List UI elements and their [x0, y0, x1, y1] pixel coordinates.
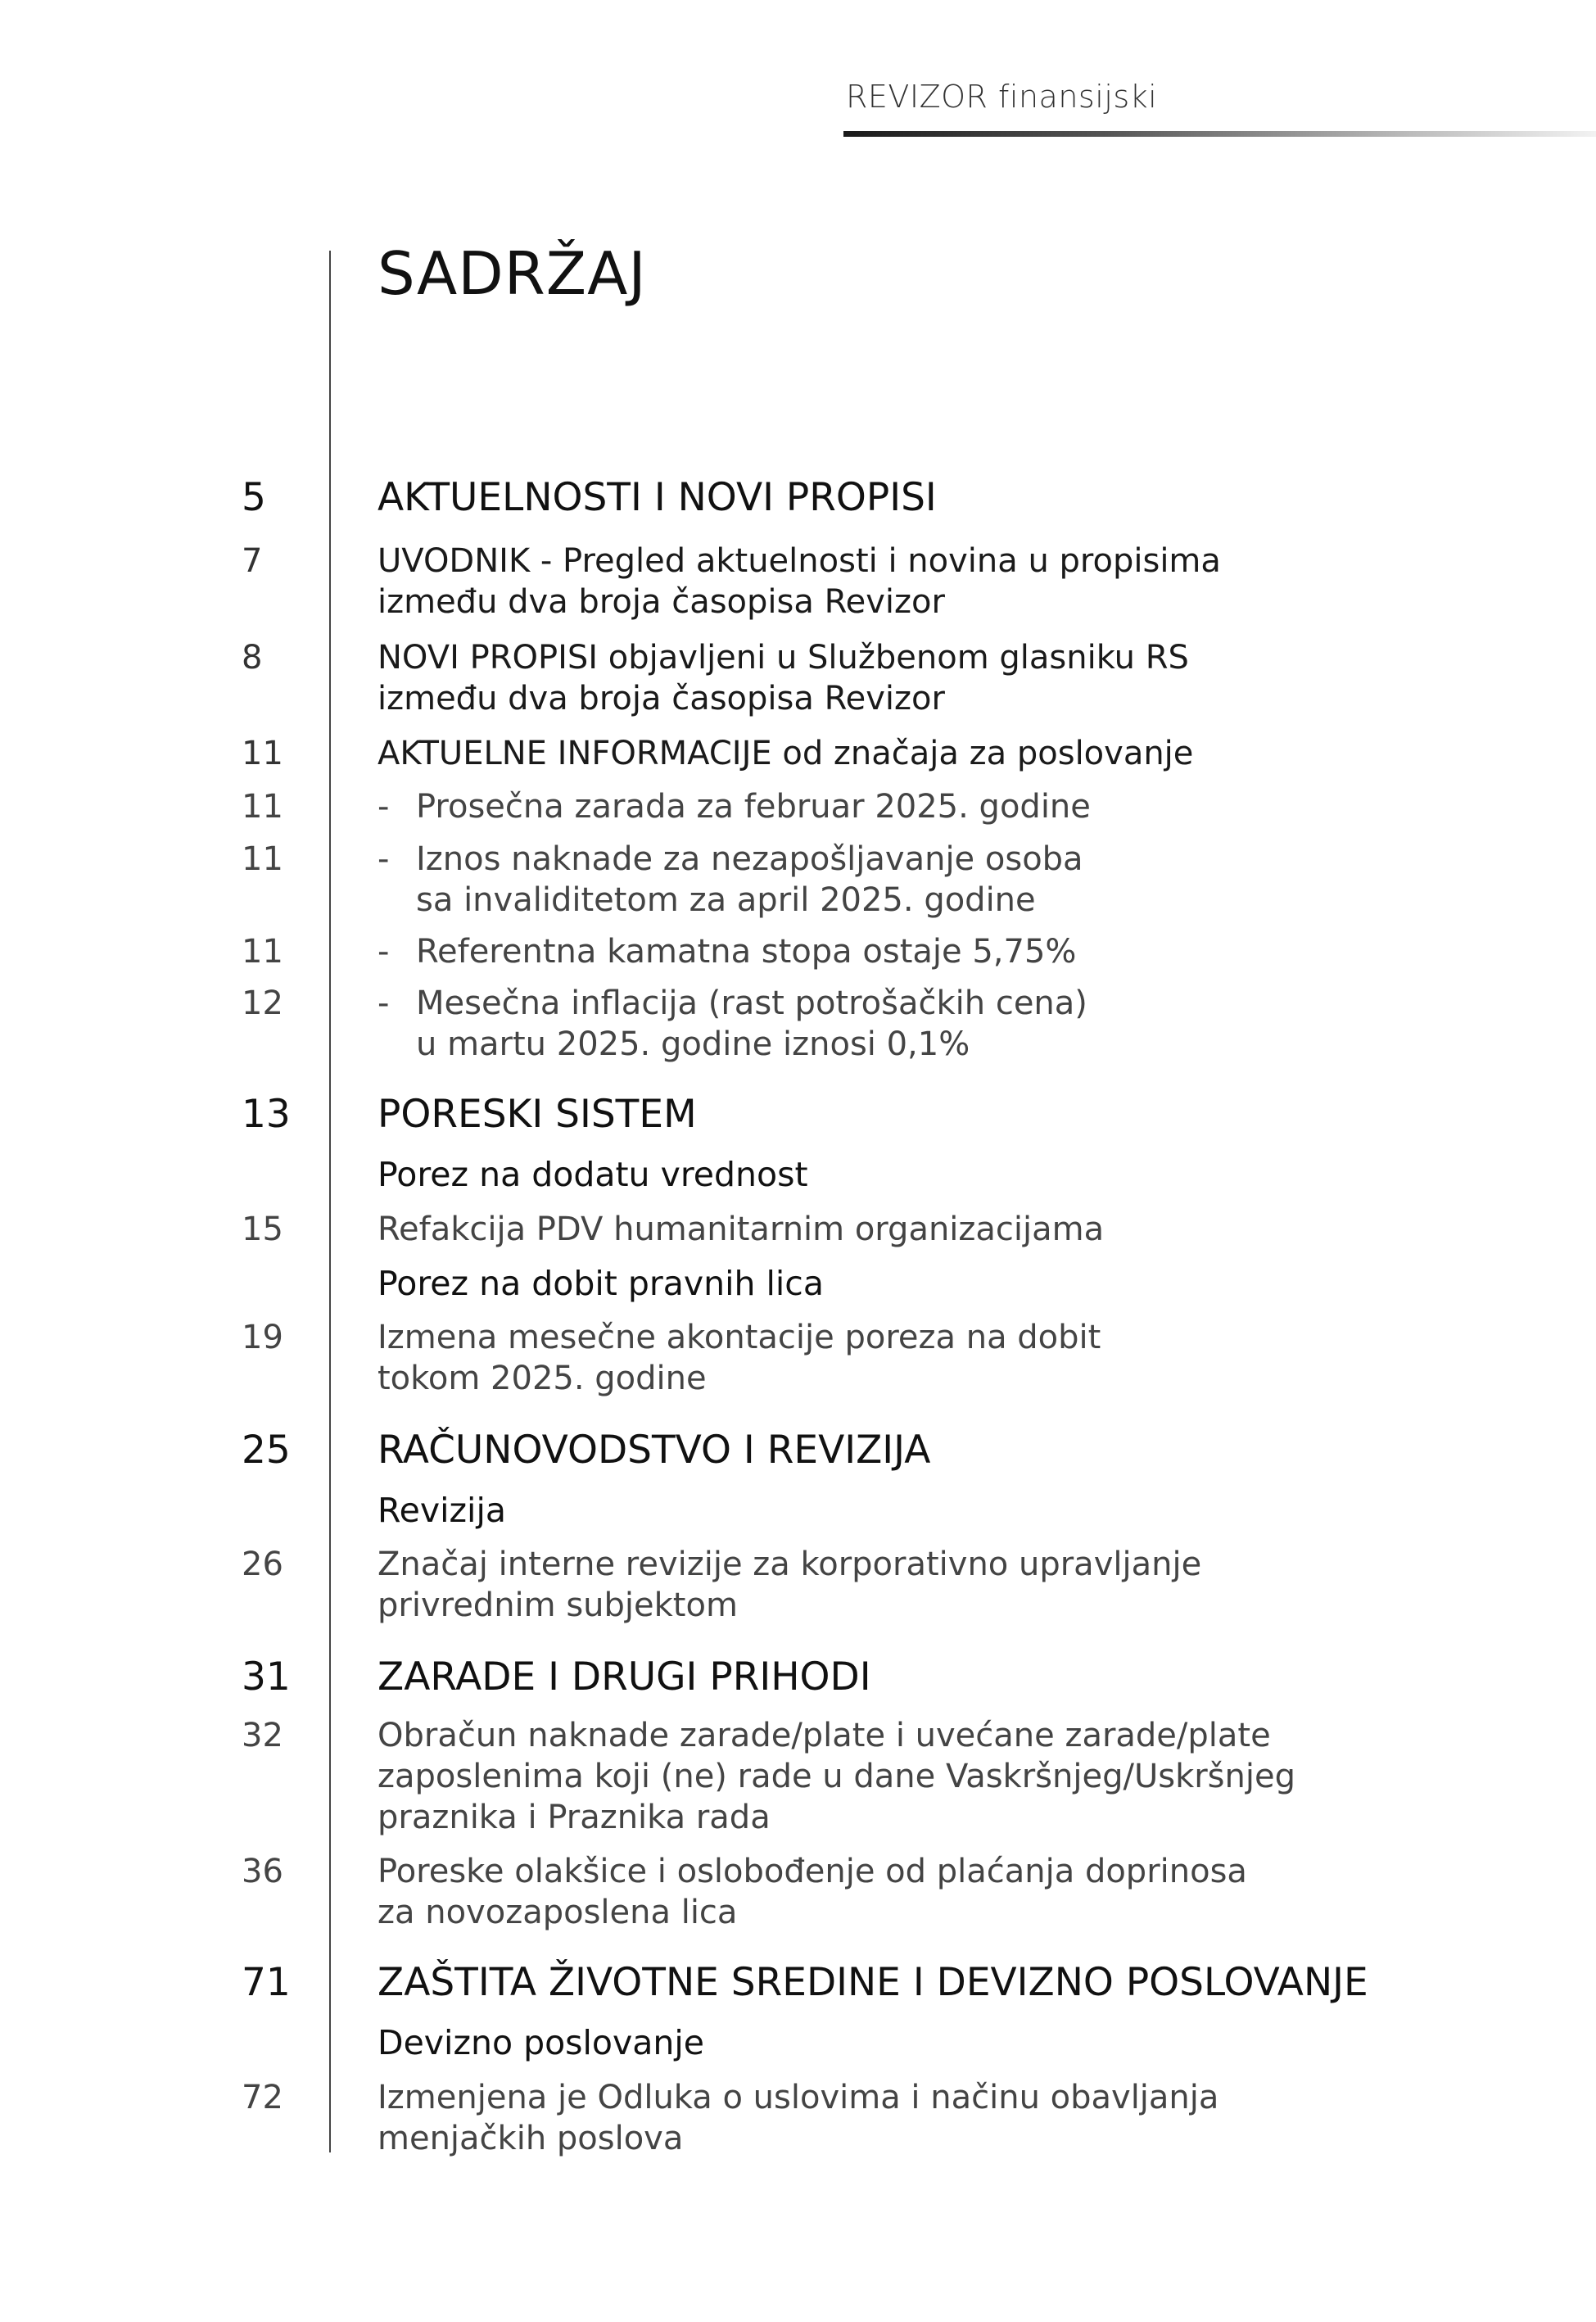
toc-section-title: PORESKI SISTEM — [378, 1092, 697, 1137]
toc-item-text — [378, 637, 1401, 719]
toc-item-line: Poreske olakšice i oslobođenje od plaćanja doprinosa — [378, 1853, 1247, 1890]
toc-item-line: Iznos naknade za nezapošljavanje osoba — [416, 840, 1083, 878]
toc-item-line: menjačkih poslova — [378, 2120, 684, 2157]
toc-page-number: 5 — [242, 475, 266, 520]
toc-item-line: UVODNIK - Pregled aktuelnosti i novina u propisima — [378, 542, 1221, 580]
toc-page-number: 8 — [242, 639, 263, 677]
toc-page-number: 32 — [242, 1717, 283, 1754]
toc-subheading-text: Porez na dodatu vrednost — [378, 1155, 808, 1194]
toc-item-line: Refakcija PDV humanitarnim organizacijama — [378, 1211, 1105, 1248]
toc-subheading-text: Revizija — [378, 1491, 506, 1530]
toc-page-number: 25 — [242, 1428, 291, 1473]
toc-item-line: Referentna kamatna stopa ostaje 5,75% — [416, 933, 1077, 971]
toc-page-number: 13 — [242, 1092, 291, 1137]
toc-item-text — [416, 839, 1440, 921]
toc-item-text — [378, 1851, 1401, 1933]
toc-page-number: 12 — [242, 984, 283, 1022]
bullet-dash: - — [378, 788, 390, 826]
toc-item-line: između dva broja časopisa Revizor — [378, 680, 945, 717]
toc-item-text — [378, 1715, 1401, 1838]
toc-item-line: tokom 2025. godine — [378, 1360, 707, 1397]
toc-page-number: 26 — [242, 1546, 283, 1583]
toc-page-number: 72 — [242, 2079, 283, 2116]
toc-page-number: 19 — [242, 1319, 283, 1356]
toc-item-text — [416, 931, 1440, 972]
toc-section-title: ZARADE I DRUGI PRIHODI — [378, 1654, 871, 1700]
bullet-dash: - — [378, 840, 390, 878]
toc-section-title: RAČUNOVODSTVO I REVIZIJA — [378, 1428, 931, 1473]
toc-page-number: 11 — [242, 735, 283, 772]
toc-subheading-text: Porez na dobit pravnih lica — [378, 1264, 824, 1303]
toc-item-line: za novozaposlena lica — [378, 1894, 738, 1931]
toc-item-line: Značaj interne revizije za korporativno upravljanje — [378, 1546, 1202, 1583]
toc-subheading-text: Devizno poslovanje — [378, 2023, 705, 2062]
toc-page-number: 11 — [242, 788, 283, 826]
toc-item-line: NOVI PROPISI objavljeni u Službenom glasniku RS — [378, 639, 1189, 677]
toc-page-number: 11 — [242, 840, 283, 878]
toc-item-line: između dva broja časopisa Revizor — [378, 583, 945, 621]
toc-section-title: AKTUELNOSTI I NOVI PROPISI — [378, 475, 937, 520]
toc-item-line: praznika i Praznika rada — [378, 1799, 771, 1836]
toc-item-text — [378, 1544, 1401, 1626]
toc-item-line: Obračun naknade zarade/plate i uvećane zarade/plate — [378, 1717, 1271, 1754]
toc-item-text — [378, 1317, 1401, 1399]
toc-item-line: u martu 2025. godine iznosi 0,1% — [416, 1025, 970, 1063]
toc-page-number: 31 — [242, 1654, 291, 1700]
toc-item-line: sa invaliditetom za april 2025. godine — [416, 881, 1036, 919]
page-title: SADRŽAJ — [378, 239, 647, 308]
vertical-divider — [329, 251, 331, 2152]
toc-page-number: 71 — [242, 1960, 291, 2005]
toc-item-line: AKTUELNE INFORMACIJE od značaja za poslovanje — [378, 735, 1194, 772]
toc-item-text — [378, 2077, 1401, 2159]
toc-page-number: 36 — [242, 1853, 283, 1890]
toc-item-text — [378, 541, 1401, 622]
toc-item-line: privrednim subjektom — [378, 1586, 738, 1624]
toc-item-line: Izmenjena je Odluka o uslovima i načinu obavljanja — [378, 2079, 1219, 2116]
bullet-dash: - — [378, 984, 390, 1022]
toc-page-number: 7 — [242, 542, 263, 580]
toc-item-line: Izmena mesečne akontacije poreza na dobit — [378, 1319, 1101, 1356]
header-rule — [843, 131, 1596, 137]
toc-page-number: 15 — [242, 1211, 283, 1248]
toc-page-number: 11 — [242, 933, 283, 971]
toc-item-text — [378, 1209, 1401, 1250]
bullet-dash: - — [378, 933, 390, 971]
toc-item-text — [378, 733, 1401, 774]
toc-section-title: ZAŠTITA ŽIVOTNE SREDINE I DEVIZNO POSLOVANJE — [378, 1960, 1368, 2005]
toc-item-text — [416, 983, 1440, 1065]
toc-item-line: Mesečna inflacija (rast potrošačkih cena) — [416, 984, 1087, 1022]
toc-item-line: Prosečna zarada za februar 2025. godine — [416, 788, 1091, 826]
toc-item-text — [416, 786, 1440, 827]
header-title: REVIZOR finansijski — [846, 79, 1158, 115]
toc-item-line: zaposlenima koji (ne) rade u dane Vaskršnjeg/Uskršnjeg — [378, 1758, 1295, 1795]
